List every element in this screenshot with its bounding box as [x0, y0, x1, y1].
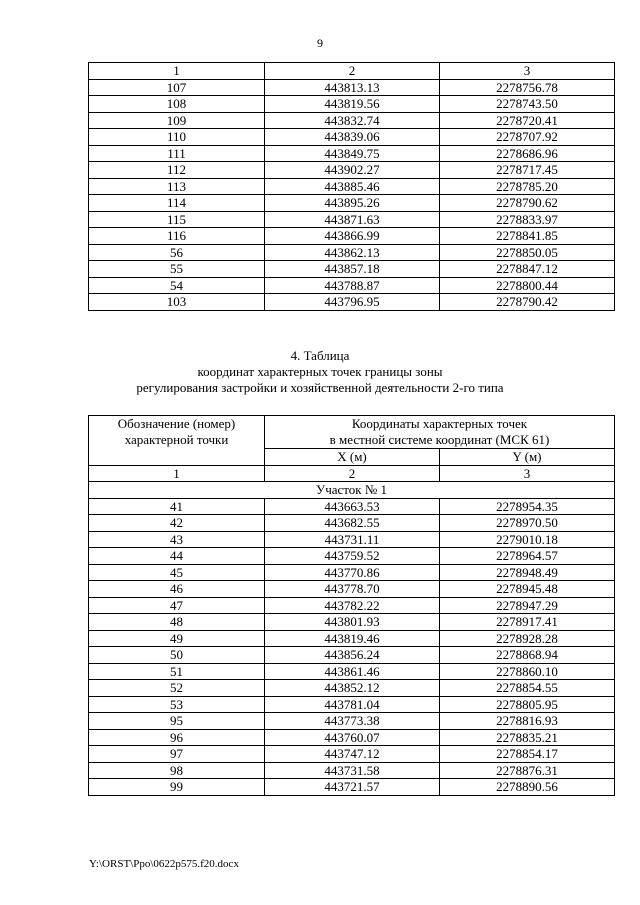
y-coordinate-cell: 2278805.95 [440, 696, 615, 713]
x-coordinate-cell: 443885.46 [265, 178, 440, 195]
table-row [89, 548, 615, 565]
point-number-cell: 53 [89, 696, 265, 713]
x-coordinate-cell: 443862.13 [265, 244, 440, 261]
table-row [89, 228, 615, 245]
x-coordinate-cell: 443819.56 [265, 96, 440, 113]
point-number-cell: 48 [89, 614, 265, 631]
y-coordinate-cell: 2278686.96 [440, 145, 615, 162]
y-coordinate-cell: 2278717.45 [440, 162, 615, 179]
point-number-cell: 113 [89, 178, 265, 195]
x-coordinate-cell: 443788.87 [265, 277, 440, 294]
table-row [89, 178, 615, 195]
table-row [89, 564, 615, 581]
y-coordinate-cell: 2278847.12 [440, 261, 615, 278]
point-designation-header-line-1: Обозначение (номер) [117, 416, 236, 431]
column-number-1: 1 [89, 63, 265, 80]
x-coordinate-cell: 443839.06 [265, 129, 440, 146]
coordinates-header-line-1: Координаты характерных точек [351, 416, 528, 431]
y-coordinate-cell: 2278743.50 [440, 96, 615, 113]
x-coordinate-cell: 443852.12 [265, 680, 440, 697]
point-designation-header-line-2: характерной точки [124, 432, 229, 447]
y-coordinate-cell: 2278890.56 [440, 779, 615, 796]
page-number: 9 [317, 36, 323, 50]
y-coordinate-cell: 2278860.10 [440, 663, 615, 680]
section-row [89, 482, 615, 499]
table-caption [0, 348, 640, 396]
x-coordinate-cell: 443861.46 [265, 663, 440, 680]
table-row [89, 663, 615, 680]
point-number-cell: 47 [89, 597, 265, 614]
y-coordinate-cell: 2278835.21 [440, 729, 615, 746]
x-coordinate-cell: 443663.53 [265, 498, 440, 515]
x-coordinate-cell: 443801.93 [265, 614, 440, 631]
point-number-cell: 115 [89, 211, 265, 228]
table-caption-line-3: регулирования застройки и хозяйственной деятельности 2-го типа [136, 380, 504, 395]
x-coordinate-cell: 443895.26 [265, 195, 440, 212]
table-row [89, 112, 615, 129]
point-number-cell: 54 [89, 277, 265, 294]
table-row [89, 762, 615, 779]
y-coordinate-cell: 2278928.28 [440, 630, 615, 647]
coordinates-header-line-2: в местной системе координат (МСК 61) [329, 432, 550, 447]
footer-file-path: Y:\ORST\Ppo\0622p575.f20.docx [89, 858, 239, 870]
table-row [89, 531, 615, 548]
point-number-cell: 114 [89, 195, 265, 212]
coordinates-table-continued [88, 62, 615, 311]
point-number-cell: 52 [89, 680, 265, 697]
point-number-cell: 107 [89, 79, 265, 96]
point-number-cell: 55 [89, 261, 265, 278]
y-coordinate-cell: 2278707.92 [440, 129, 615, 146]
x-coordinate-cell: 443721.57 [265, 779, 440, 796]
table-row [89, 294, 615, 311]
point-number-cell: 112 [89, 162, 265, 179]
y-coordinate-cell: 2278945.48 [440, 581, 615, 598]
x-coordinate-cell: 443731.11 [265, 531, 440, 548]
x-coordinate-cell: 443902.27 [265, 162, 440, 179]
table-header-row [89, 416, 615, 449]
y-coordinate-cell: 2278948.49 [440, 564, 615, 581]
table-row [89, 277, 615, 294]
table-row [89, 729, 615, 746]
column-numbering-row [89, 465, 615, 482]
table-row [89, 498, 615, 515]
table-row [89, 211, 615, 228]
y-coordinate-cell: 2278833.97 [440, 211, 615, 228]
point-number-cell: 44 [89, 548, 265, 565]
x-coordinate-cell: 443796.95 [265, 294, 440, 311]
point-number-cell: 95 [89, 713, 265, 730]
table-row [89, 680, 615, 697]
y-header: Y (м) [440, 449, 615, 466]
column-number-2: 2 [265, 465, 440, 482]
table-row [89, 195, 615, 212]
table-row [89, 614, 615, 631]
y-coordinate-cell: 2278970.50 [440, 515, 615, 532]
point-number-cell: 98 [89, 762, 265, 779]
column-number-2: 2 [265, 63, 440, 80]
table-caption-title: 4. Таблица [290, 348, 350, 363]
point-number-cell: 111 [89, 145, 265, 162]
y-coordinate-cell: 2278868.94 [440, 647, 615, 664]
y-coordinate-cell: 2278790.62 [440, 195, 615, 212]
x-coordinate-cell: 443866.99 [265, 228, 440, 245]
table-row [89, 630, 615, 647]
y-coordinate-cell: 2278800.44 [440, 277, 615, 294]
x-coordinate-cell: 443819.46 [265, 630, 440, 647]
x-coordinate-cell: 443731.58 [265, 762, 440, 779]
point-number-cell: 103 [89, 294, 265, 311]
x-coordinate-cell: 443871.63 [265, 211, 440, 228]
y-coordinate-cell: 2278841.85 [440, 228, 615, 245]
point-number-cell: 43 [89, 531, 265, 548]
y-coordinate-cell: 2278854.17 [440, 746, 615, 763]
column-number-3: 3 [440, 465, 615, 482]
table-row [89, 597, 615, 614]
point-number-cell: 109 [89, 112, 265, 129]
x-coordinate-cell: 443747.12 [265, 746, 440, 763]
x-coordinate-cell: 443682.55 [265, 515, 440, 532]
x-coordinate-cell: 443760.07 [265, 729, 440, 746]
table-row [89, 515, 615, 532]
x-coordinate-cell: 443781.04 [265, 696, 440, 713]
x-coordinate-cell: 443849.75 [265, 145, 440, 162]
point-number-cell: 97 [89, 746, 265, 763]
point-number-cell: 110 [89, 129, 265, 146]
table-row [89, 581, 615, 598]
y-coordinate-cell: 2278790.42 [440, 294, 615, 311]
x-coordinate-cell: 443832.74 [265, 112, 440, 129]
x-coordinate-cell: 443773.38 [265, 713, 440, 730]
point-number-cell: 116 [89, 228, 265, 245]
point-number-cell: 99 [89, 779, 265, 796]
y-coordinate-cell: 2278785.20 [440, 178, 615, 195]
table-row [89, 746, 615, 763]
coordinates-header [265, 416, 615, 449]
table-row [89, 696, 615, 713]
column-number-1: 1 [89, 465, 265, 482]
x-coordinate-cell: 443770.86 [265, 564, 440, 581]
point-number-cell: 41 [89, 498, 265, 515]
y-coordinate-cell: 2278720.41 [440, 112, 615, 129]
x-coordinate-cell: 443856.24 [265, 647, 440, 664]
y-coordinate-cell: 2279010.18 [440, 531, 615, 548]
column-number-3: 3 [440, 63, 615, 80]
table-row [89, 647, 615, 664]
table-row [89, 779, 615, 796]
y-coordinate-cell: 2278876.31 [440, 762, 615, 779]
point-number-cell: 46 [89, 581, 265, 598]
point-number-cell: 49 [89, 630, 265, 647]
table-row [89, 713, 615, 730]
x-coordinate-cell: 443857.18 [265, 261, 440, 278]
point-number-cell: 96 [89, 729, 265, 746]
table-row [89, 79, 615, 96]
x-coordinate-cell: 443782.22 [265, 597, 440, 614]
point-number-cell: 56 [89, 244, 265, 261]
table-caption-line-2: координат характерных точек границы зоны [197, 364, 443, 379]
table-row [89, 96, 615, 113]
table-row [89, 162, 615, 179]
table-row [89, 129, 615, 146]
table-row [89, 145, 615, 162]
y-coordinate-cell: 2278964.57 [440, 548, 615, 565]
y-coordinate-cell: 2278854.55 [440, 680, 615, 697]
x-header: X (м) [265, 449, 440, 466]
table-header-row [89, 63, 615, 80]
point-number-cell: 45 [89, 564, 265, 581]
coordinates-table-zone [88, 415, 615, 796]
table-row [89, 244, 615, 261]
point-number-cell: 108 [89, 96, 265, 113]
y-coordinate-cell: 2278756.78 [440, 79, 615, 96]
x-coordinate-cell: 443813.13 [265, 79, 440, 96]
y-coordinate-cell: 2278947.29 [440, 597, 615, 614]
point-designation-header [89, 416, 265, 466]
point-number-cell: 50 [89, 647, 265, 664]
y-coordinate-cell: 2278816.93 [440, 713, 615, 730]
y-coordinate-cell: 2278850.05 [440, 244, 615, 261]
point-number-cell: 42 [89, 515, 265, 532]
section-label: Участок № 1 [89, 482, 615, 499]
x-coordinate-cell: 443778.70 [265, 581, 440, 598]
y-coordinate-cell: 2278954.35 [440, 498, 615, 515]
point-number-cell: 51 [89, 663, 265, 680]
y-coordinate-cell: 2278917.41 [440, 614, 615, 631]
x-coordinate-cell: 443759.52 [265, 548, 440, 565]
table-row [89, 261, 615, 278]
